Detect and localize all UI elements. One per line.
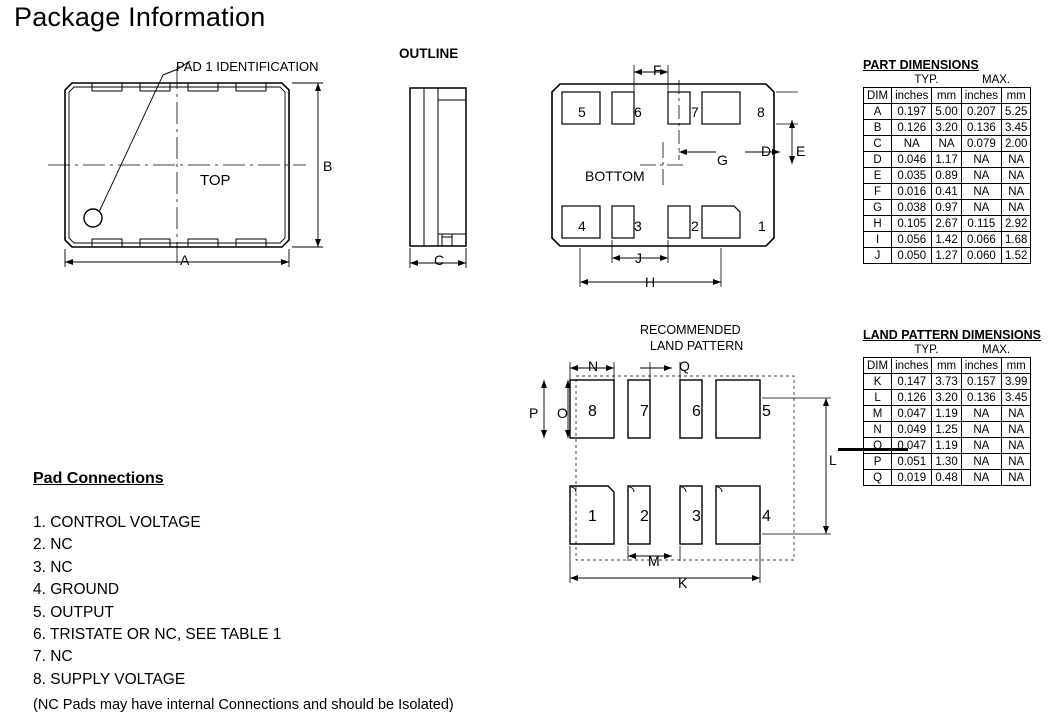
land-pad-3: 3 [692,508,701,525]
cell-max-mm: NA [1001,184,1030,200]
bottom-label: BOTTOM [585,168,645,184]
pad-connections-list [33,512,281,691]
cell-dim: J [864,248,892,264]
cell-typ-mm: 2.67 [932,216,961,232]
cell-typ-mm: 0.48 [932,470,961,486]
dimension-b-label: B [323,158,333,174]
table-row [864,184,1031,200]
land-col-dim: DIM [864,358,892,374]
land-col-max-mm: mm [1001,358,1030,374]
cell-max-inches: NA [961,168,1001,184]
table-row [864,438,1031,454]
cell-typ-mm: 3.20 [932,390,961,406]
bottom-pad-7: 7 [691,104,699,120]
cell-dim: M [864,406,892,422]
cell-max-mm: NA [1001,406,1030,422]
land-pad-7: 7 [640,403,649,420]
table-row-group-headers [864,342,1031,358]
cell-max-inches: 0.207 [961,104,1001,120]
cell-typ-mm: 1.27 [932,248,961,264]
cell-typ-inches: 0.105 [892,216,932,232]
land-max-group-header: MAX. [981,343,1011,356]
bottom-pad-3: 3 [634,218,642,234]
spacer-cell [864,342,892,358]
cell-typ-mm: 1.19 [932,406,961,422]
list-item: 1. CONTROL VOLTAGE [33,514,201,531]
land-pad-6: 6 [692,403,701,420]
cell-typ-mm: 1.25 [932,422,961,438]
cell-max-inches: 0.136 [961,120,1001,136]
cell-typ-inches: 0.197 [892,104,932,120]
cell-max-inches: NA [961,184,1001,200]
cell-max-inches: NA [961,200,1001,216]
cell-typ-inches: NA [892,136,932,152]
land-typ-group-header: TYP. [914,343,939,356]
bottom-pad-8: 8 [757,104,765,120]
cell-typ-inches: 0.051 [892,454,932,470]
land-pattern-title-line1: RECOMMENDED [640,323,741,337]
cell-max-mm: NA [1001,168,1030,184]
dimension-f-label: F [653,62,662,78]
cell-max-inches: 0.079 [961,136,1001,152]
cell-max-inches: 0.115 [961,216,1001,232]
part-col-dim: DIM [864,88,892,104]
cell-dim: D [864,152,892,168]
dimension-p-label: P [529,405,539,421]
land-pad-5: 5 [762,403,771,420]
cell-max-mm: 3.45 [1001,120,1030,136]
cell-dim: C [864,136,892,152]
cell-max-inches: 0.066 [961,232,1001,248]
part-col-max-inches: inches [961,88,1001,104]
table-row [864,120,1031,136]
cell-max-mm: 2.00 [1001,136,1030,152]
cell-max-mm: NA [1001,470,1030,486]
dimension-n-label: N [588,358,599,374]
cell-dim: K [864,374,892,390]
dimension-c-label: C [434,252,445,268]
cell-max-inches: NA [961,470,1001,486]
bottom-pad-2: 2 [691,218,699,234]
cell-dim: I [864,232,892,248]
list-item: 8. SUPPLY VOLTAGE [33,670,186,688]
land-pattern-dimensions-title: LAND PATTERN DIMENSIONS [863,328,1042,342]
land-pattern-drawing [540,358,870,593]
cell-typ-mm: 3.20 [932,120,961,136]
dimension-q-label: Q [679,358,690,374]
dimension-h-label: H [645,274,656,290]
spacer-cell [864,72,892,88]
cell-max-mm: NA [1001,422,1030,438]
list-item: 7. NC [33,648,73,666]
cell-typ-inches: 0.047 [892,406,932,422]
table-row [864,152,1031,168]
dimension-j-label: J [635,250,642,266]
outline-view-drawing [390,78,510,278]
list-item: 3. NC [33,558,73,576]
cell-max-inches: 0.060 [961,248,1001,264]
cell-max-mm: 1.52 [1001,248,1030,264]
table-row-headers [864,358,1031,374]
dimension-e-label: E [796,143,806,159]
cell-dim: E [864,168,892,184]
dimension-l-label: L [829,452,837,468]
cell-max-inches: NA [961,422,1001,438]
cell-typ-inches: 0.038 [892,200,932,216]
cell-typ-inches: 0.050 [892,248,932,264]
cell-typ-mm: 0.89 [932,168,961,184]
cell-dim: Q [864,470,892,486]
land-pad-4: 4 [762,508,771,525]
list-item: 6. TRISTATE OR NC, SEE TABLE 1 [33,626,282,644]
dimension-a-label: A [180,252,190,268]
cell-typ-inches: 0.035 [892,168,932,184]
cell-dim: A [864,104,892,120]
part-typ-group-header: TYP. [914,73,939,86]
bottom-pad-4: 4 [578,218,586,234]
cell-typ-mm: NA [932,136,961,152]
cell-typ-inches: 0.016 [892,184,932,200]
part-col-max-mm: mm [1001,88,1030,104]
pad-connections-title: Pad Connections [33,470,164,487]
bottom-pad-5: 5 [578,104,586,120]
part-col-typ-inches: inches [892,88,932,104]
cell-dim: H [864,216,892,232]
bottom-pad-6: 6 [634,104,642,120]
dimension-k-label: K [678,575,688,591]
pad1-identification-label: PAD 1 IDENTIFICATION [176,59,319,74]
cell-max-inches: 0.136 [961,390,1001,406]
table-row [864,200,1031,216]
land-pad-2: 2 [640,508,649,525]
outline-label: OUTLINE [399,46,459,61]
cell-max-mm: 3.45 [1001,390,1030,406]
table-row [864,454,1031,470]
cell-typ-inches: 0.147 [892,374,932,390]
table-row-group-headers [864,72,1031,88]
cell-dim: G [864,200,892,216]
cell-dim: B [864,120,892,136]
cell-dim: O [864,438,892,454]
cell-max-mm: 5.25 [1001,104,1030,120]
dimension-d-label: D [761,143,772,159]
table-row [864,470,1031,486]
cell-typ-mm: 1.19 [932,438,961,454]
list-item: 5. OUTPUT [33,603,114,621]
cell-max-mm: NA [1001,438,1030,454]
cell-typ-inches: 0.126 [892,390,932,406]
part-col-typ-mm: mm [932,88,961,104]
cell-dim: P [864,454,892,470]
table-row [864,422,1031,438]
cell-typ-mm: 0.97 [932,200,961,216]
cell-typ-inches: 0.126 [892,120,932,136]
cell-dim: N [864,422,892,438]
cell-max-inches: NA [961,438,1001,454]
cell-typ-inches: 0.049 [892,422,932,438]
land-pattern-title-line2: LAND PATTERN [650,339,744,353]
cell-max-mm: 1.68 [1001,232,1030,248]
cell-typ-mm: 0.41 [932,184,961,200]
cell-typ-mm: 1.42 [932,232,961,248]
pad-connections-note: (NC Pads may have internal Connections and should be Isolated) [33,697,454,713]
land-pad-8: 8 [588,403,597,420]
table-row [864,136,1031,152]
top-label: TOP [200,172,231,189]
page-title: Package Information [14,2,266,32]
land-col-max-inches: inches [961,358,1001,374]
dimension-o-label: O [557,405,568,421]
land-pad-1: 1 [588,508,597,525]
table-row [864,406,1031,422]
cell-max-mm: 3.99 [1001,374,1030,390]
cell-max-mm: NA [1001,200,1030,216]
cell-max-inches: NA [961,152,1001,168]
land-pattern-dimensions-table-wrapper [863,328,1041,486]
cell-max-mm: NA [1001,454,1030,470]
cell-max-mm: 2.92 [1001,216,1030,232]
land-pattern-dimensions-table [863,342,1031,486]
cell-typ-mm: 3.73 [932,374,961,390]
cell-typ-inches: 0.046 [892,152,932,168]
cell-max-inches: NA [961,406,1001,422]
table-row [864,232,1031,248]
cell-typ-inches: 0.047 [892,438,932,454]
list-item: 4. GROUND [33,581,120,599]
cell-typ-inches: 0.056 [892,232,932,248]
dimension-m-label: M [648,553,660,569]
cell-dim: L [864,390,892,406]
part-max-group-header: MAX. [981,73,1011,86]
cell-max-inches: 0.157 [961,374,1001,390]
table-row [864,216,1031,232]
table-row [864,248,1031,264]
cell-typ-inches: 0.019 [892,470,932,486]
table-row [864,374,1031,390]
land-col-typ-mm: mm [932,358,961,374]
table-row [864,390,1031,406]
table-row [864,104,1031,120]
part-dimensions-table [863,72,1031,264]
table-row [864,168,1031,184]
cell-typ-mm: 1.17 [932,152,961,168]
cell-max-mm: NA [1001,152,1030,168]
table-row-headers [864,88,1031,104]
cell-max-inches: NA [961,454,1001,470]
bottom-pad-1: 1 [758,218,766,234]
land-col-typ-inches: inches [892,358,932,374]
cell-typ-mm: 5.00 [932,104,961,120]
cell-dim: F [864,184,892,200]
cell-typ-mm: 1.30 [932,454,961,470]
list-item: 2. NC [33,536,73,554]
part-dimensions-title: PART DIMENSIONS [863,58,979,72]
dimension-g-label: G [717,152,728,168]
part-dimensions-table-wrapper [863,58,1031,264]
